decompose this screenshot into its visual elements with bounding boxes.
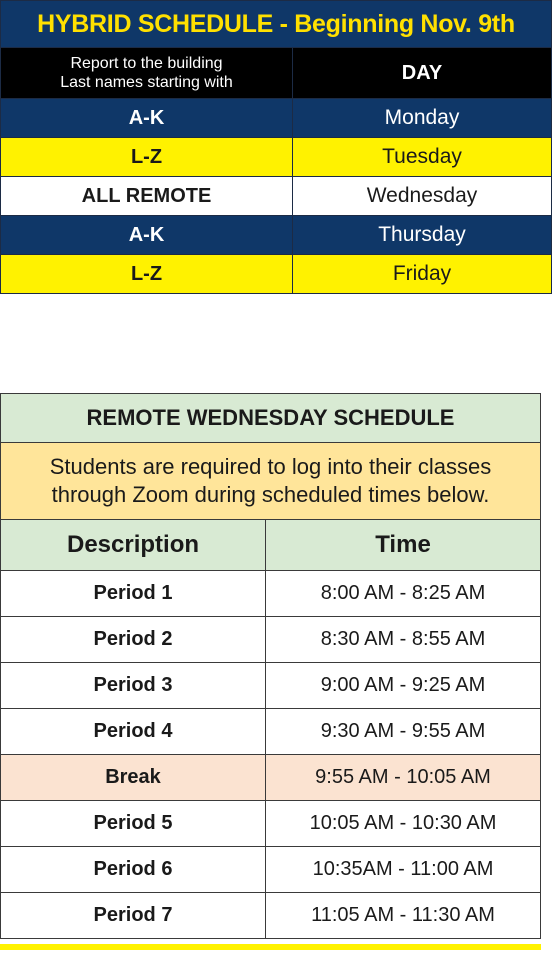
- period-description: Period 4: [1, 709, 266, 755]
- remote-note-row: [1, 443, 541, 520]
- hybrid-row-day: Monday: [293, 99, 552, 138]
- period-description: Period 6: [1, 847, 266, 893]
- period-time: 9:30 AM - 9:55 AM: [266, 709, 541, 755]
- hybrid-row: [1, 138, 552, 177]
- period-description: Period 3: [1, 663, 266, 709]
- period-description: Period 2: [1, 617, 266, 663]
- period-time: 10:05 AM - 10:30 AM: [266, 801, 541, 847]
- period-description: Period 1: [1, 571, 266, 617]
- remote-note-line2: through Zoom during scheduled times below.: [51, 482, 490, 507]
- remote-title-row: [1, 394, 541, 443]
- hybrid-row: [1, 216, 552, 255]
- hybrid-header-day: DAY: [293, 48, 552, 99]
- hybrid-title-row: [1, 1, 552, 48]
- period-description: Period 7: [1, 893, 266, 939]
- period-description: Period 5: [1, 801, 266, 847]
- period-time: 11:05 AM - 11:30 AM: [266, 893, 541, 939]
- table-row: [1, 801, 541, 847]
- hybrid-row-group: L-Z: [1, 255, 293, 294]
- hybrid-row-group: L-Z: [1, 138, 293, 177]
- hybrid-schedule-title: HYBRID SCHEDULE - Beginning Nov. 9th: [1, 1, 552, 48]
- table-row: [1, 663, 541, 709]
- remote-wednesday-table: [0, 393, 541, 939]
- hybrid-row-group: A-K: [1, 99, 293, 138]
- hybrid-header-line1: Report to the building: [70, 55, 223, 72]
- column-header-description: Description: [1, 520, 266, 571]
- hybrid-row: [1, 177, 552, 216]
- period-time: 10:35AM - 11:00 AM: [266, 847, 541, 893]
- hybrid-row-group: A-K: [1, 216, 293, 255]
- hybrid-header-line2: Last names starting with: [60, 74, 233, 91]
- hybrid-row-day: Tuesday: [293, 138, 552, 177]
- remote-schedule-title: REMOTE WEDNESDAY SCHEDULE: [1, 394, 541, 443]
- remote-schedule-note: [1, 443, 541, 520]
- remote-note-line1: Students are required to log into their classes: [49, 454, 492, 479]
- hybrid-row-group: ALL REMOTE: [1, 177, 293, 216]
- hybrid-schedule-table: [0, 0, 552, 294]
- table-row: [1, 617, 541, 663]
- hybrid-header-instruction: [1, 48, 293, 99]
- hybrid-header-row: [1, 48, 552, 99]
- hybrid-row-day: Thursday: [293, 216, 552, 255]
- break-description: Break: [1, 755, 266, 801]
- hybrid-row-day: Wednesday: [293, 177, 552, 216]
- table-row: [1, 709, 541, 755]
- table-row: [1, 571, 541, 617]
- table-row: [1, 893, 541, 939]
- column-header-time: Time: [266, 520, 541, 571]
- hybrid-row: [1, 99, 552, 138]
- break-time: 9:55 AM - 10:05 AM: [266, 755, 541, 801]
- table-row: [1, 847, 541, 893]
- period-time: 8:30 AM - 8:55 AM: [266, 617, 541, 663]
- break-row: [1, 755, 541, 801]
- period-time: 8:00 AM - 8:25 AM: [266, 571, 541, 617]
- hybrid-row: [1, 255, 552, 294]
- bottom-divider: [0, 944, 541, 950]
- remote-header-row: [1, 520, 541, 571]
- period-time: 9:00 AM - 9:25 AM: [266, 663, 541, 709]
- hybrid-row-day: Friday: [293, 255, 552, 294]
